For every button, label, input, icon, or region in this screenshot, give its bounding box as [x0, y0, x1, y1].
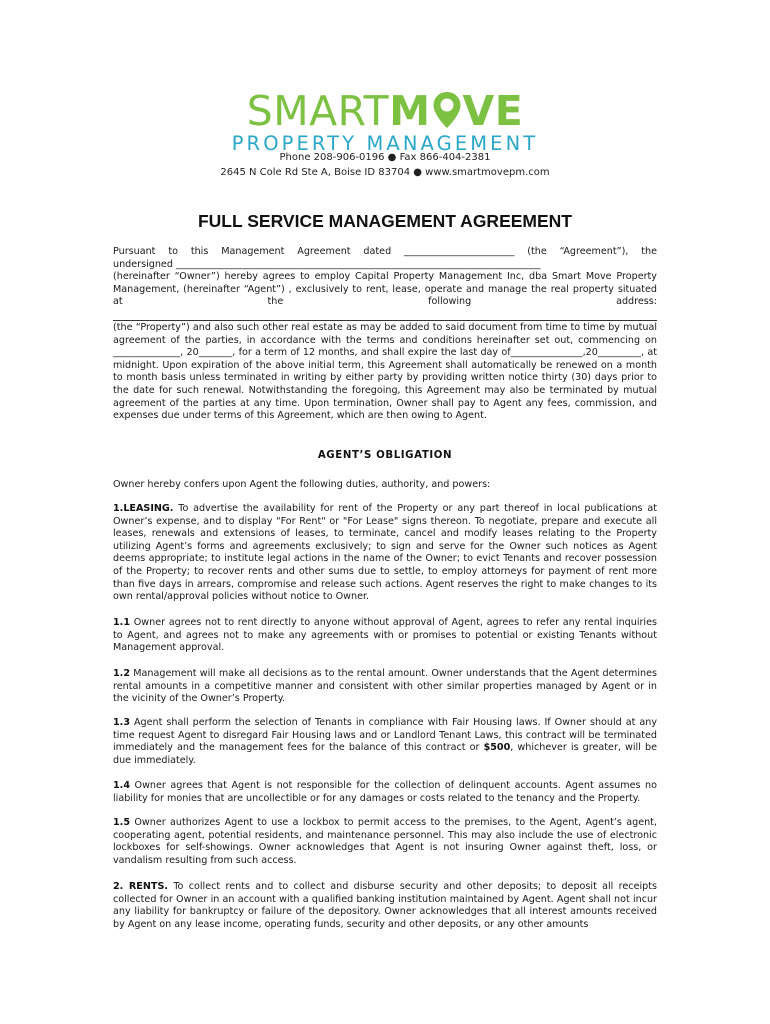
agents-obligation-heading: AGENT’S OBLIGATION: [317, 450, 453, 461]
logo-move-m: M: [389, 87, 431, 135]
section-1-5-paragraph: [113, 817, 657, 867]
section-1-3: [113, 717, 657, 767]
section-1-1: [113, 617, 657, 655]
contact-address-web: 2645 N Cole Rd Ste A, Boise ID 83704 ● www.smartmovepm.com: [220, 167, 550, 178]
intro-paragraph-2: (the “Property”) and also such other real estate as may be added to said document from time to time by mutual agreement of the parties, in accordance with the terms and conditions hereinafter set out, commencing on ______________, 20_______, for a term of 12 months, and shall expire the last day of_______________,20_________, at midnight. Upon expiration of the above initial term, this Agreement shall automatically be renewed on a month to month basis unless terminated in writing by either party by providing written notice thirty (30) days prior to the date for such renewal. Notwithstanding the foregoing, this Agreement may also be terminated by mutual agreement of the parties at any time. Upon termination, Owner shall pay to Agent any fees, commission, and expenses due under terms of this Agreement, which are then owing to Agent.: [113, 321, 657, 422]
section-2-number: 2. RENTS.: [113, 881, 168, 892]
address-blank-line: [113, 309, 657, 321]
section-1-1-text: Owner agrees not to rent directly to anyone without approval of Agent, agrees to refer any rental inquiries to Agent, and agrees not to make any agreements with or promises to potential or existing Tenants without Management approval.: [113, 617, 657, 654]
section-1-5-number: 1.5: [113, 817, 130, 828]
section-2-text: To collect rents and to collect and disburse security and other deposits; to deposit all receipts collected for Owner in an account with a qualified banking institution maintained by Agent. Agent shall not incur any liability for bankruptcy or failure of the depository. Owner acknowledges that all interest amounts received by Agent on any lease income, operating funds, security and other deposits, or any other amounts: [113, 881, 657, 930]
section-1-3-text-a: Agent shall perform the selection of Tenants in compliance with Fair Housing laws. If Owner should at any time request Agent to disregard Fair Housing laws and or Landlord Tenant Laws, this contract will be terminated immediately and the management fees for the balance of this contract or: [113, 717, 657, 754]
section-1-3-text-b: , whichever is greater, will be due immediately.: [113, 742, 657, 766]
section-1-4-paragraph: [113, 780, 657, 805]
section-1-4-text: Owner agrees that Agent is not responsible for the collection of delinquent accounts. Agent assumes no liability for monies that are uncollectible or for any damages or costs related to the tenancy and the Property.: [113, 780, 657, 804]
section-1-text: To advertise the availability for rent of the Property or any part thereof in local publications at Owner’s expense, and to display "For Rent" or "For Lease" signs thereon. To negotiate, prepare and execute all leases, renewals and extensions of leases, to terminate, cancel and modify leases relating to the Property utilizing Agent’s forms and agreements exclusively; to sign and serve for the Owner such notices as Agent deems appropriate; to institute legal actions in the name of the Owner; to evict Tenants and recover possession of the Property; to recover rents and other sums due to settle, to employ attorneys for payment of rent more than five days in arrears, compromise and release such actions. Agent reserves the right to make changes to its own rental/approval policies without notice to Owner.: [113, 503, 657, 603]
logo-move-rest: VE: [462, 87, 524, 135]
intro-section: [113, 246, 657, 423]
section-1-3-amount: $500: [483, 742, 511, 754]
intro-line-2: undersigned ____________________________________________________________________________: [113, 258, 541, 270]
document-title: FULL SERVICE MANAGEMENT AGREEMENT: [197, 211, 572, 231]
section-1-2: [113, 668, 657, 706]
logo-tagline: PROPERTY MANAGEMENT: [231, 132, 539, 155]
section-2-paragraph: [113, 881, 657, 931]
section-1-1-number: 1.1: [113, 617, 130, 628]
section-1-4-number: 1.4: [113, 780, 130, 791]
map-pin-icon: [432, 91, 462, 129]
logo-wordmark: [247, 88, 524, 134]
section-1-5-text: Owner authorizes Agent to use a lockbox to permit access to the premises, to the Agent, Agent’s agent, cooperating agent, potential residents, and maintenance personnel. This may also include the use of electronic lockboxes for self-showings. Owner acknowledges that Agent is not insuring Owner against theft, loss, or vandalism resulting from such access.: [113, 817, 657, 866]
section-1-4: [113, 780, 657, 805]
section-1-leasing: [113, 503, 657, 604]
section-1-2-text: Management will make all decisions as to the rental amount. Owner understands that the Agent determines rental amounts in a competitive manner and consistent with other similar properties managed by Agent or in the vicinity of the Owner’s Property.: [113, 668, 657, 705]
section-1-1-paragraph: [113, 617, 657, 655]
intro-line-1: Pursuant to this Management Agreement dated _______________________ (the “Agreement”), the: [113, 246, 657, 257]
section-1-2-number: 1.2: [113, 668, 130, 679]
logo-smart: SMART: [246, 87, 390, 135]
section-1-5: [113, 817, 657, 867]
contact-phone-fax: Phone 208-906-0196 ● Fax 866-404-2381: [279, 152, 491, 163]
section-1-number: 1.LEASING.: [113, 503, 174, 514]
section-1-2-paragraph: [113, 668, 657, 706]
section-1-3-paragraph: [113, 717, 657, 767]
company-logo: [0, 87, 770, 155]
obligation-lead: [113, 479, 657, 492]
obligation-lead-text: Owner hereby confers upon Agent the following duties, authority, and powers:: [113, 479, 491, 490]
section-2-rents: [113, 881, 657, 931]
section-1-3-number: 1.3: [113, 717, 130, 728]
intro-paragraph-1: (hereinafter “Owner”) hereby agrees to employ Capital Property Management Inc, dba Smart Move Property Management, (hereinafter “Agent”) , exclusively to rent, lease, operate and manage the real property situated at the following address:: [113, 271, 657, 308]
section-1-paragraph: [113, 503, 657, 604]
